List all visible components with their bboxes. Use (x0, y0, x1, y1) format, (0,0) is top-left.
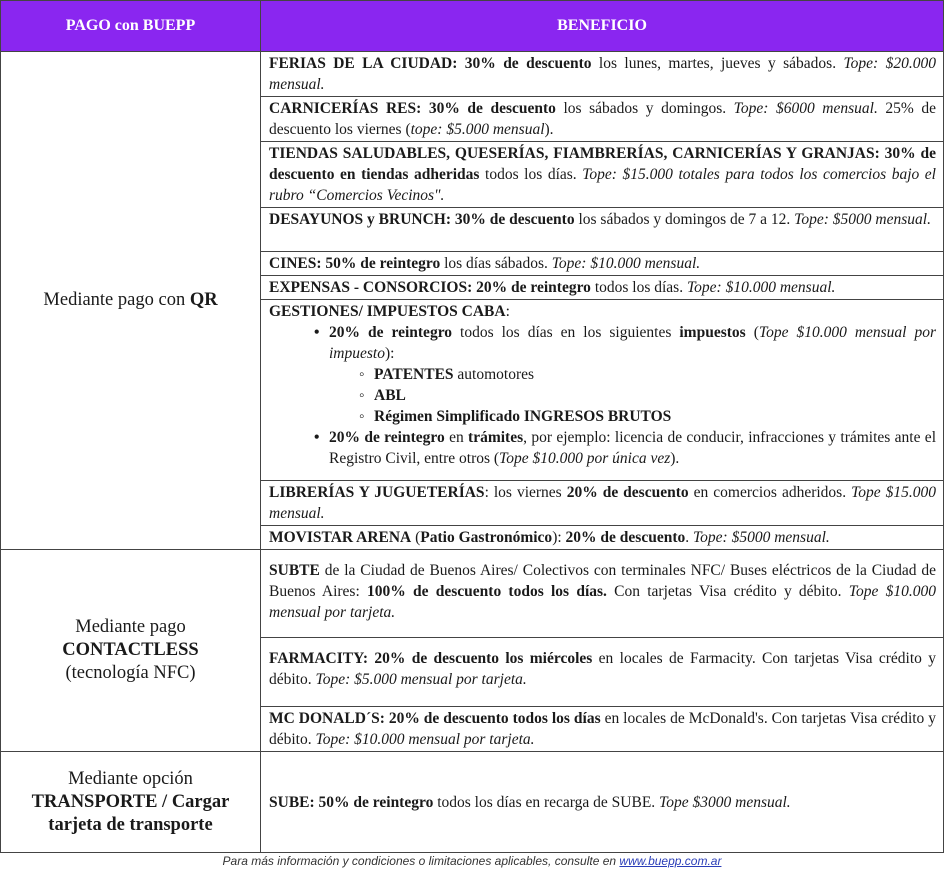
method-qr-text: Mediante pago con (43, 290, 190, 310)
patentes-text: automotores (453, 366, 535, 383)
table-header-row (1, 1, 944, 52)
farmacity-cap: Tope: $5.000 mensual por tarjeta. (315, 671, 527, 688)
subte-text: de la Ciudad de Buenos Aires/ Colectivos con terminales NFC/ Buses eléctricos de la Ciudad de Buenos Aires: (269, 562, 936, 600)
list-item (374, 406, 936, 427)
subte-bold2: 100% de descuento todos los días. (367, 583, 607, 600)
method-transporte (1, 752, 261, 853)
benefit-librerias (261, 481, 944, 526)
gestiones-b1-bold2: impuestos (679, 324, 746, 341)
benefit-desayunos (261, 208, 944, 252)
expensas-cap: Tope: $10.000 mensual. (686, 279, 836, 296)
desayunos-text: los sábados y domingos de 7 a 12. (574, 211, 795, 228)
abl-bold: ABL (374, 387, 406, 404)
gestiones-b1-cap: Tope $10.000 mensual por impuesto (329, 324, 937, 362)
ferias-text: los lunes, martes, jueves y sábados. (591, 55, 844, 72)
tiendas-cap: Tope: $15.000 totales para todos los comercios bajo el rubro “Comercios Vecinos". (269, 166, 936, 204)
benefit-carnicerias (261, 97, 944, 142)
movistar-text2: ): (552, 529, 566, 546)
method-contactless-bold: CONTACTLESS (62, 640, 199, 660)
footer-text: Para más información y condiciones o limitaciones aplicables, consulte en (222, 854, 620, 868)
subte-bold: SUBTE (269, 562, 320, 579)
header-payment-method: PAGO con BUEPP (1, 1, 261, 52)
method-transporte-line1: Mediante opción (68, 768, 193, 789)
benefit-ferias (261, 52, 944, 97)
benefit-tiendas (261, 142, 944, 208)
benefit-cines (261, 252, 944, 276)
librerias-title: LIBRERÍAS Y JUGUETERÍAS (269, 484, 485, 501)
desayunos-cap: Tope: $5000 mensual. (794, 211, 931, 228)
gestiones-b2-bold2: trámites (468, 429, 524, 446)
gestiones-title: GESTIONES/ IMPUESTOS CABA (269, 303, 506, 320)
table-row (1, 752, 944, 853)
gestiones-b1-text3: ): (384, 345, 395, 362)
librerias-text2: en comercios adheridos. (688, 484, 852, 501)
benefit-subte (261, 550, 944, 638)
carnicerias-text: los sábados y domingos. (555, 100, 734, 117)
method-contactless-line1: Mediante pago (75, 617, 186, 637)
benefit-sube (261, 752, 944, 853)
movistar-bold3: 20% de descuento (565, 529, 686, 546)
movistar-text: ( (411, 529, 421, 546)
ferias-title: FERIAS DE LA CIUDAD: 30% de descuento (269, 55, 592, 72)
method-contactless-line3: (tecnología NFC) (65, 663, 196, 683)
librerias-bold2: 20% de descuento (566, 484, 689, 501)
movistar-bold2: Patio Gastronómico (420, 529, 553, 546)
ferias-cap: Tope: $20.000 mensual. (269, 55, 936, 93)
impuestos-sublist (329, 364, 936, 427)
method-transporte-bold: TRANSPORTE / Cargar tarjeta de transporte (31, 791, 230, 835)
movistar-text3: . (685, 529, 693, 546)
sube-bold: SUBE: 50% de reintegro (269, 793, 434, 811)
gestiones-colon: : (505, 303, 510, 320)
benefit-expensas (261, 276, 944, 300)
method-qr-bold: QR (189, 290, 218, 310)
carnicerias-text2: 25% de descuento los viernes ( (269, 100, 936, 138)
gestiones-list (269, 322, 936, 469)
table-row (1, 550, 944, 638)
gestiones-b1-text2: ( (745, 324, 759, 341)
method-qr (1, 52, 261, 550)
footer-link[interactable]: www.buepp.com.ar (619, 854, 722, 868)
carnicerias-cap: Tope: $6000 mensual. (733, 100, 878, 117)
regimen-bold: Régimen Simplificado INGRESOS BRUTOS (374, 408, 672, 425)
cines-title: CINES: 50% de reintegro (269, 255, 441, 272)
header-benefit: BENEFICIO (261, 1, 944, 52)
gestiones-b2-text2: , por ejemplo: licencia de conducir, infracciones y trámites ante el Registro Civil, entre otros ( (329, 429, 936, 467)
tiendas-text: todos los días. (479, 166, 583, 183)
benefit-mcdonalds (261, 707, 944, 752)
farmacity-bold: FARMACITY: 20% de descuento los miércoles (269, 650, 593, 667)
patentes-bold: PATENTES (374, 366, 454, 383)
gestiones-b2-cap: Tope $10.000 por única vez (499, 450, 671, 467)
carnicerias-title: CARNICERÍAS RES: 30% de descuento (269, 100, 556, 117)
method-contactless (1, 550, 261, 752)
carnicerias-cap2: tope: $5.000 mensual (410, 121, 545, 138)
mcdonalds-text: en locales de McDonald's. Con tarjetas Visa crédito y débito. (269, 710, 936, 748)
mcdonalds-cap: Tope: $10.000 mensual por tarjeta. (315, 731, 535, 748)
gestiones-b1-bold: 20% de reintegro (329, 324, 453, 341)
benefit-farmacity (261, 638, 944, 707)
farmacity-text: en locales de Farmacity. Con tarjetas Visa crédito y débito. (269, 650, 936, 688)
gestiones-b2-text3: ). (670, 450, 680, 467)
sube-text: todos los días en recarga de SUBE. (433, 793, 660, 811)
gestiones-b2-bold: 20% de reintegro (329, 429, 445, 446)
cines-cap: Tope: $10.000 mensual. (551, 255, 701, 272)
gestiones-b1-text: todos los días en los siguientes (452, 324, 680, 341)
list-item (374, 385, 936, 406)
table-row (1, 52, 944, 97)
list-item (374, 364, 936, 385)
benefit-movistar (261, 526, 944, 550)
cines-text: los días sábados. (440, 255, 552, 272)
list-item (329, 427, 936, 469)
librerias-cap: Tope $15.000 mensual. (269, 484, 937, 522)
tiendas-title: TIENDAS SALUDABLES, QUESERÍAS, FIAMBRERÍAS, CARNICERÍAS Y GRANJAS: 30% de descuento en tiendas adheridas (269, 145, 936, 183)
movistar-title: MOVISTAR ARENA (269, 529, 412, 546)
footer-note (0, 854, 944, 868)
expensas-title: EXPENSAS - CONSORCIOS: 20% de reintegro (269, 279, 591, 296)
desayunos-title: DESAYUNOS y BRUNCH: 30% de descuento (269, 211, 575, 228)
movistar-cap: Tope: $5000 mensual. (692, 529, 830, 546)
mcdonalds-bold: MC DONALD´S: 20% de descuento todos los días (269, 710, 601, 727)
list-item (329, 322, 936, 427)
benefit-gestiones (261, 300, 944, 481)
librerias-text: : los viernes (484, 484, 567, 501)
carnicerias-text3: ). (544, 121, 554, 138)
gestiones-b2-text: en (444, 429, 469, 446)
subte-text2: Con tarjetas Visa crédito y débito. (606, 583, 849, 600)
subte-cap: Tope $10.000 mensual por tarjeta. (269, 583, 936, 621)
expensas-text: todos los días. (590, 279, 687, 296)
sube-cap: Tope $3000 mensual. (659, 793, 791, 811)
